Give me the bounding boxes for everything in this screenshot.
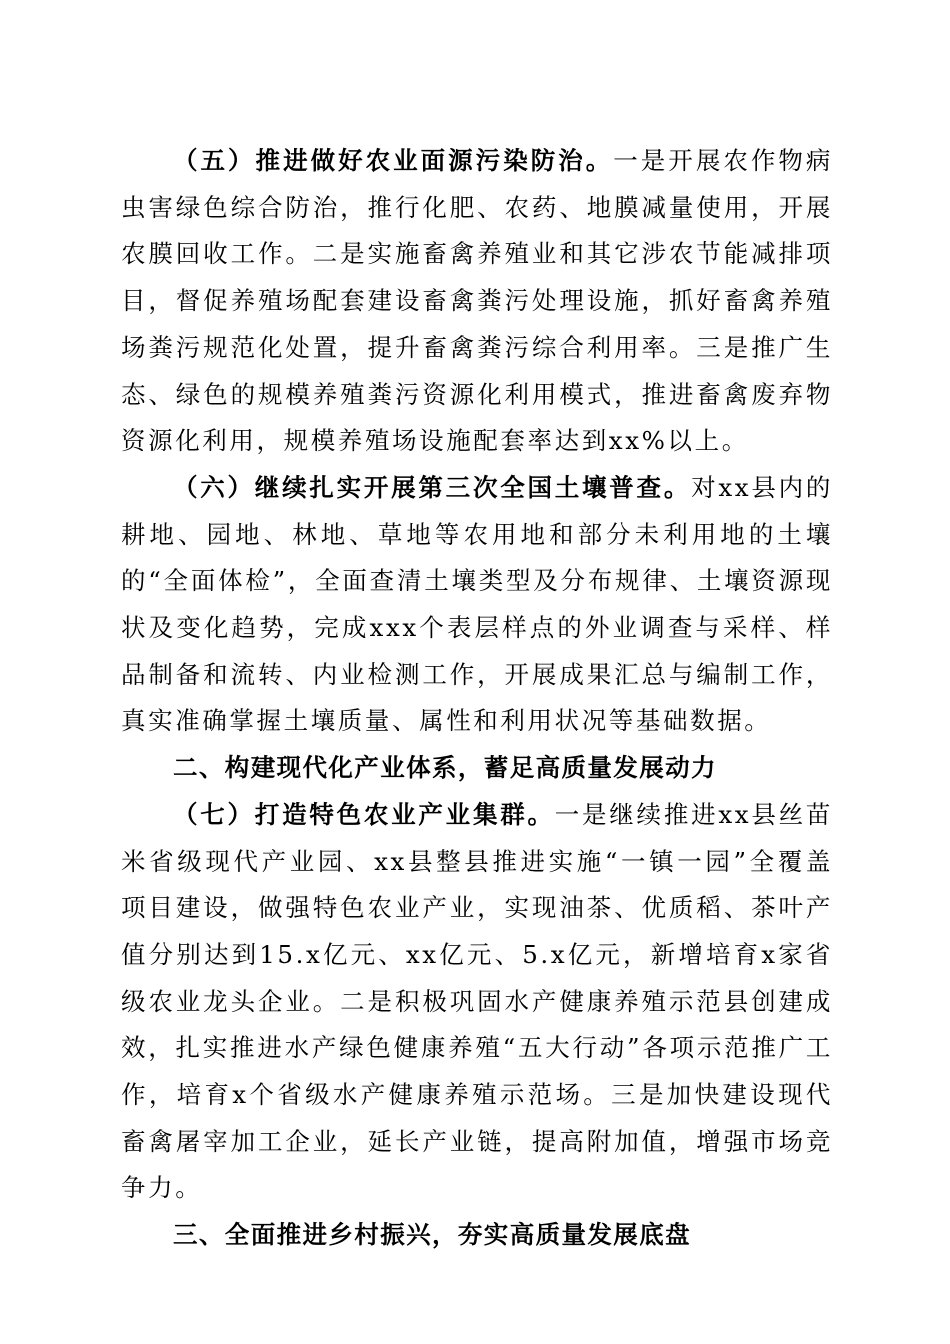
- paragraph-seven: [121, 792, 833, 1212]
- paragraph-six-body: 对xx县内的耕地、园地、林地、草地等农用地和部分未利用地的土壤的“全面体检”，全面查清土壤类型及分布规律、土壤资源现状及变化趋势，完成xxx个表层样点的外业调查与采样、样品制备和流转、内业检测工作，开展成果汇总与编制工作，真实准确掌握土壤质量、属性和利用状况等基础数据。: [121, 472, 833, 736]
- document-body: [121, 138, 833, 1259]
- section-heading-two: 二、构建现代化产业体系，蓄足高质量发展动力: [173, 753, 717, 783]
- paragraph-seven-lead: （七）打造特色农业产业集群。: [173, 799, 555, 829]
- section-heading-three: 三、全面推进乡村振兴，夯实高质量发展底盘: [173, 1220, 691, 1250]
- paragraph-five-lead: （五）推进做好农业面源污染防治。: [173, 146, 614, 175]
- paragraph-six: [121, 465, 833, 745]
- paragraph-five: [121, 138, 833, 465]
- paragraph-five-body: 一是开展农作物病虫害绿色综合防治，推行化肥、农药、地膜减量使用，开展农膜回收工作。二是实施畜禽养殖业和其它涉农节能减排项目，督促养殖场配套建设畜禽粪污处理设施，抓好畜禽养殖场粪污规范化处置，提升畜禽粪污综合利用率。三是推广生态、绿色的规模养殖粪污资源化利用模式，推进畜禽废弃物资源化利用，规模养殖场设施配套率达到xx%以上。: [121, 146, 833, 456]
- paragraph-seven-body: 一是继续推进xx县丝苗米省级现代产业园、xx县整县推进实施“一镇一园”全覆盖项目建设，做强特色农业产业，实现油茶、优质稻、茶叶产值分别达到15.x亿元、xx亿元、5.x亿元，新增培育x家省级农业龙头企业。二是积极巩固水产健康养殖示范县创建成效，扎实推进水产绿色健康养殖“五大行动”各项示范推广工作，培育x个省级水产健康养殖示范场。三是加快建设现代畜禽屠宰加工企业，延长产业链，提高附加值，增强市场竞争力。: [121, 799, 833, 1203]
- paragraph-six-lead: （六）继续扎实开展第三次全国土壤普查。: [173, 472, 692, 502]
